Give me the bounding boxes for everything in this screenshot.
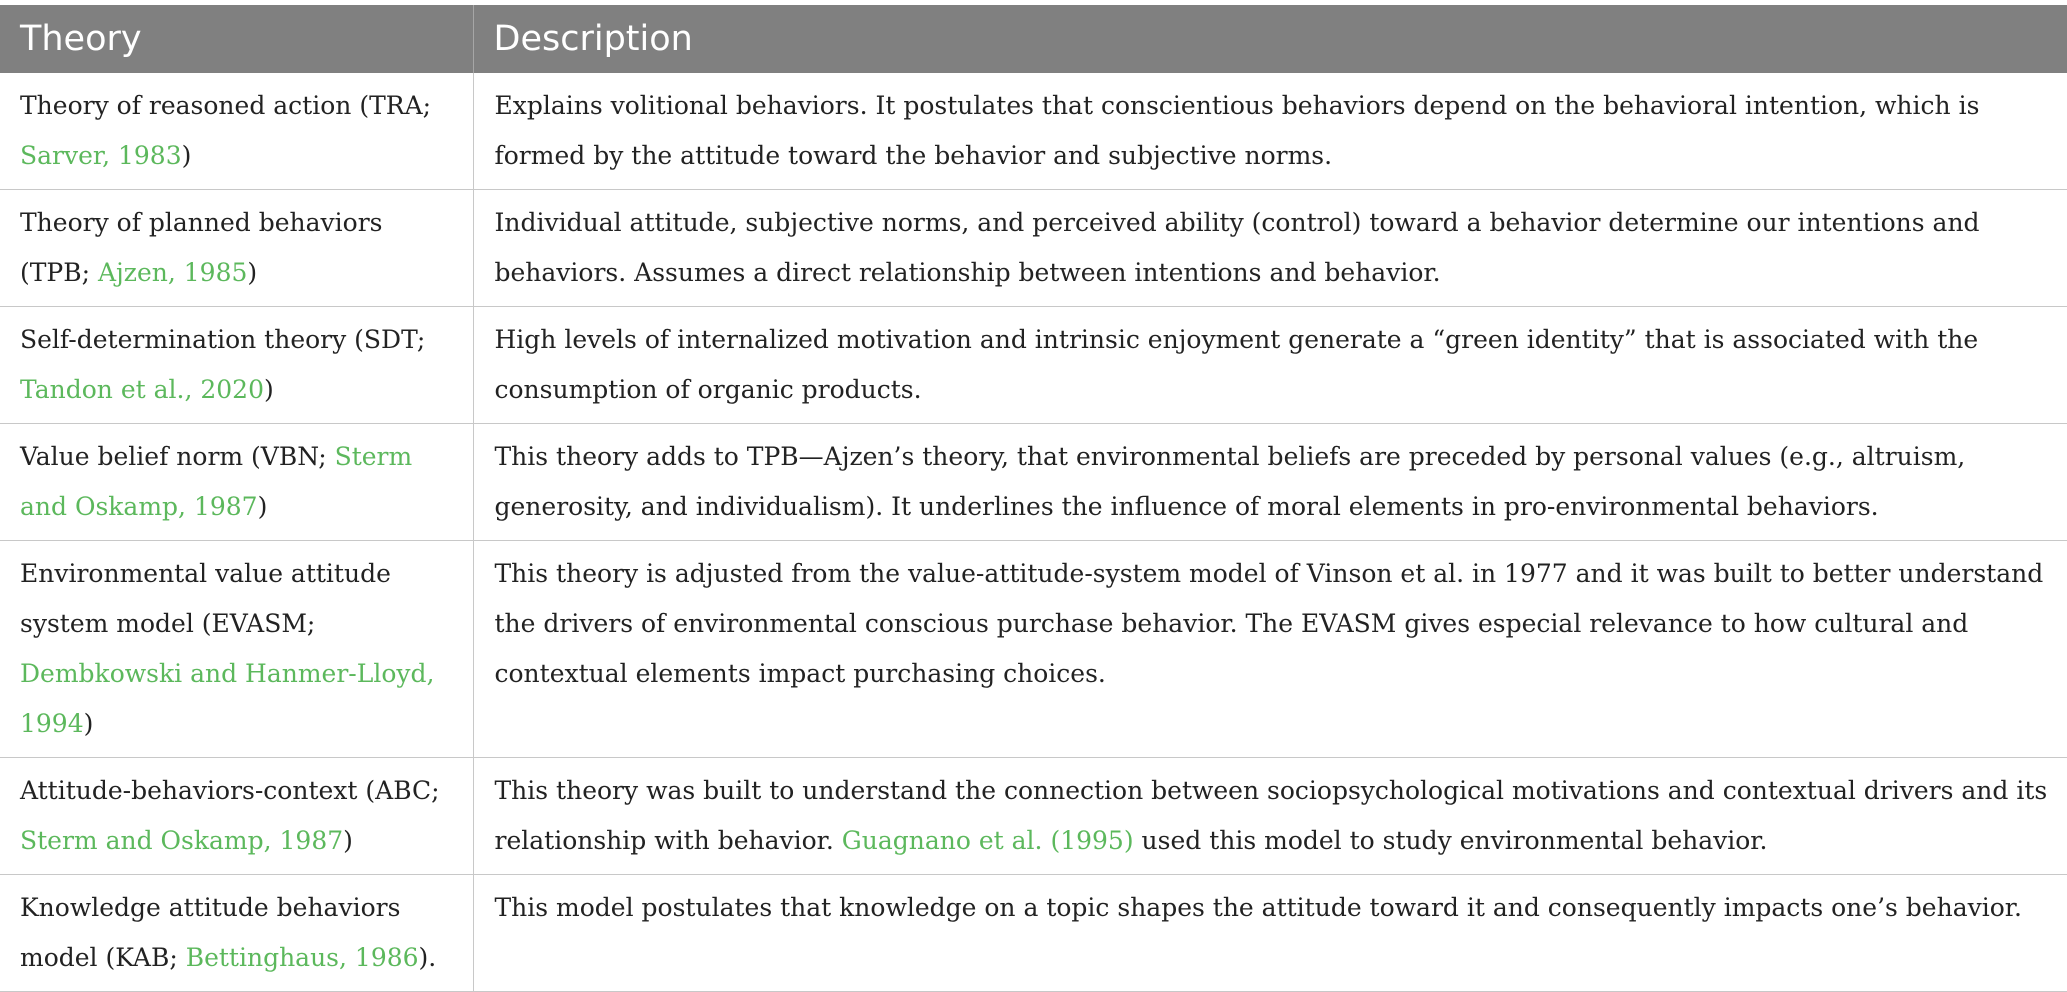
theory-cell (0, 424, 473, 541)
table-header (0, 5, 2067, 73)
description-text: This theory was built to understand the connection between sociopsychological motivations and contextual drivers and its relationship with behavior. (494, 776, 2048, 855)
theories-table (0, 5, 2067, 992)
theory-name: Theory of reasoned action (TRA; (20, 91, 432, 120)
theory-name: Attitude-behaviors-context (ABC; (20, 776, 440, 805)
theory-suffix: ) (264, 375, 274, 404)
citation-link[interactable]: Sterm and Oskamp, 1987 (20, 442, 413, 521)
theory-name: Theory of planned behaviors (TPB; (20, 208, 383, 287)
theory-suffix: ) (343, 826, 353, 855)
theories-table-container (0, 5, 2067, 992)
theory-suffix: ) (257, 492, 268, 521)
citation-link[interactable]: Bettinghaus, 1986 (185, 943, 419, 972)
header-row (0, 5, 2067, 73)
theory-name: Value belief norm (VBN; (20, 442, 335, 471)
description-text: used this model to study environmental behavior. (1133, 826, 1768, 855)
description-cell: Individual attitude, subjective norms, and perceived ability (control) toward a behavior determine our intentions and behaviors. Assumes a direct relationship between intentions and behavior. (473, 190, 2067, 307)
table-row (0, 307, 2067, 424)
theory-cell (0, 875, 473, 992)
theory-cell (0, 190, 473, 307)
citation-link[interactable]: Tandon et al., 2020 (20, 375, 264, 404)
theory-suffix: ). (418, 943, 437, 972)
table-row (0, 73, 2067, 190)
header-description: Description (473, 5, 2067, 73)
description-cell: This theory adds to TPB—Ajzen’s theory, that environmental beliefs are preceded by personal values (e.g., altruism, generosity, and individualism). It underlines the influence of moral elements in pro-environmental behaviors. (473, 424, 2067, 541)
citation-link[interactable]: Sterm and Oskamp, 1987 (20, 826, 344, 855)
description-cell: High levels of internalized motivation and intrinsic enjoyment generate a “green identity” that is associated with the consumption of organic products. (473, 307, 2067, 424)
description-cell: This model postulates that knowledge on a topic shapes the attitude toward it and consequently impacts one’s behavior. (473, 875, 2067, 992)
theory-cell (0, 73, 473, 190)
theory-name: Self-determination theory (SDT; (20, 325, 426, 354)
description-cell: This theory is adjusted from the value-attitude-system model of Vinson et al. in 1977 and it was built to better understand the drivers of environmental conscious purchase behavior. The EVASM gives especial relevance to how cultural and contextual elements impact purchasing choices. (473, 541, 2067, 758)
theory-cell (0, 541, 473, 758)
citation-link[interactable]: Sarver, 1983 (20, 141, 182, 170)
theory-suffix: ) (83, 709, 94, 738)
theory-cell (0, 758, 473, 875)
table-row (0, 190, 2067, 307)
table-row (0, 875, 2067, 992)
header-theory: Theory (0, 5, 473, 73)
theory-name: Environmental value attitude system model (EVASM; (20, 559, 391, 638)
table-row (0, 541, 2067, 758)
table-row (0, 758, 2067, 875)
theory-name: Knowledge attitude behaviors model (KAB; (20, 893, 401, 972)
citation-link[interactable]: Ajzen, 1985 (98, 258, 248, 287)
table-body (0, 73, 2067, 992)
description-cell: Explains volitional behaviors. It postulates that conscientious behaviors depend on the behavioral intention, which is formed by the attitude toward the behavior and subjective norms. (473, 73, 2067, 190)
theory-cell (0, 307, 473, 424)
citation-link[interactable]: Dembkowski and Hanmer-Lloyd, 1994 (20, 659, 435, 738)
theory-suffix: ) (181, 141, 192, 170)
table-row (0, 424, 2067, 541)
description-cell (473, 758, 2067, 875)
citation-link[interactable]: Guagnano et al. (1995) (841, 826, 1134, 855)
theory-suffix: ) (247, 258, 258, 287)
